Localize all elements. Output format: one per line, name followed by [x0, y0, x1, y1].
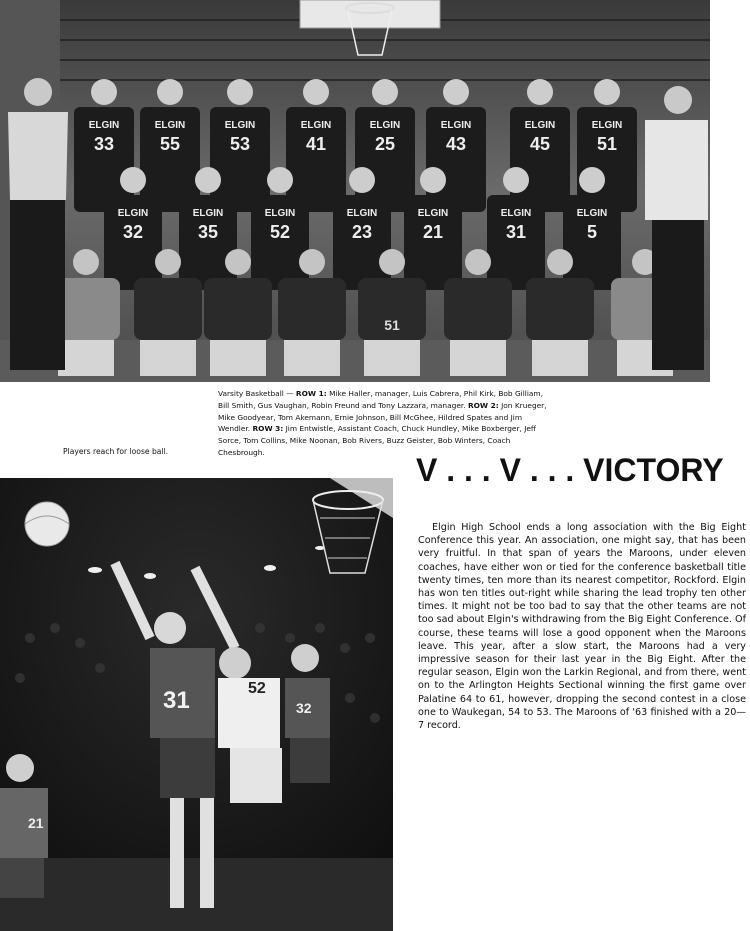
jersey-number: 41	[305, 134, 327, 154]
jersey-number: 32	[122, 222, 144, 242]
row3-names: Jim Entwistle, Assistant Coach, Chuck Hundley, Mike Boxberger, Jeff Sorce, Tom Collins, Mike Noonan, Bob Rivers, Buzz Geister, Bob Winters, Coach Chesbrough.	[218, 424, 537, 457]
action-photo-caption: Players reach for loose ball.	[63, 447, 169, 456]
row3-label: ROW 3:	[252, 424, 284, 434]
jersey-word: ELGIN	[224, 120, 256, 131]
jersey-number: 31	[505, 222, 527, 242]
action-photo-image	[0, 478, 393, 931]
jersey-number: 55	[159, 134, 181, 154]
jersey-word: ELGIN	[417, 208, 449, 219]
svg-text:21: 21	[28, 815, 44, 831]
jersey-word: ELGIN	[591, 120, 623, 131]
jersey-number: 25	[374, 134, 396, 154]
jersey-word: ELGIN	[576, 208, 608, 219]
coach-left	[8, 78, 68, 370]
row1-label: ROW 1:	[295, 389, 327, 398]
jersey-word: ELGIN	[300, 120, 332, 131]
article-body: Elgin High School ends a long association with the Big Eight Conference this year. An association, one might say, that has been very fruitful. In that span of years the Maroons, under eleven coaches, have either won or tied for the conference basketball title twenty times, ten more than its nearest competitor, Rockford. Elgin has won ten titles out-right while sharing the lead trophy ten other times. It might not be too bad to say that the other teams are not too sad about Elgin's withdrawing from the Big Eight Conference. Of course, these teams will lose a good opponent when the Maroons leave. This year, after a slow start, the Maroons had a very impressive season for their last year in the Big Eight. After the regular season, Elgin won the Larkin Regional, and from there, went on to the Arlington Heights Sectional winning the first game over Palatine 64 to 61, however, dropping the second contest in a close one to Waukegan, 54 to 53. The Maroons of '63 finished with a 20—7 record.	[418, 522, 746, 732]
svg-text:32: 32	[296, 700, 312, 716]
jersey-word: ELGIN	[524, 120, 556, 131]
basketball	[25, 502, 69, 546]
jersey-word: ELGIN	[500, 208, 532, 219]
coach-right	[645, 86, 708, 370]
jersey-number: 5	[586, 222, 598, 242]
jersey-word: ELGIN	[88, 120, 120, 131]
row2-names: Jon Krueger, Mike Goodyear, Tom Akemann, Ernie Johnson, Bill McGhee, Hildred Spates and Jim Wendler.	[218, 400, 547, 434]
jersey-word: ELGIN	[192, 208, 224, 219]
jersey-word: ELGIN	[346, 208, 378, 219]
jersey-word: ELGIN	[369, 120, 401, 131]
row2-label: ROW 2:	[467, 400, 499, 410]
jersey-word: ELGIN	[154, 120, 186, 131]
jersey-number: 45	[529, 134, 551, 154]
action-photo	[0, 478, 393, 931]
jersey-word: ELGIN	[440, 120, 472, 131]
caption-intro: Varsity Basketball —	[218, 389, 294, 398]
row1-names: Mike Haller, manager, Luis Cabrera, Phil Kirk, Bob Gilliam, Bill Smith, Gus Vaughan, Robin Freund and Tony Lazzara, manager.	[218, 389, 543, 410]
svg-text:31: 31	[163, 687, 190, 714]
jersey-number: 51	[596, 134, 618, 154]
jersey-number: 51	[384, 317, 400, 333]
jersey-number: 21	[422, 222, 444, 242]
jersey-number: 23	[351, 222, 373, 242]
team-roster-caption	[218, 388, 553, 459]
headline: V . . . V . . . VICTORY	[416, 452, 724, 488]
jersey-number: 53	[229, 134, 251, 154]
jersey-word: ELGIN	[117, 208, 149, 219]
jersey-number: 33	[93, 134, 115, 154]
jersey-word: ELGIN	[264, 208, 296, 219]
svg-text:52: 52	[248, 680, 266, 697]
jersey-number: 35	[197, 222, 219, 242]
team-photo	[0, 0, 710, 382]
team-photo-image	[0, 0, 710, 382]
jersey-number: 52	[269, 222, 291, 242]
jersey-number: 43	[445, 134, 467, 154]
